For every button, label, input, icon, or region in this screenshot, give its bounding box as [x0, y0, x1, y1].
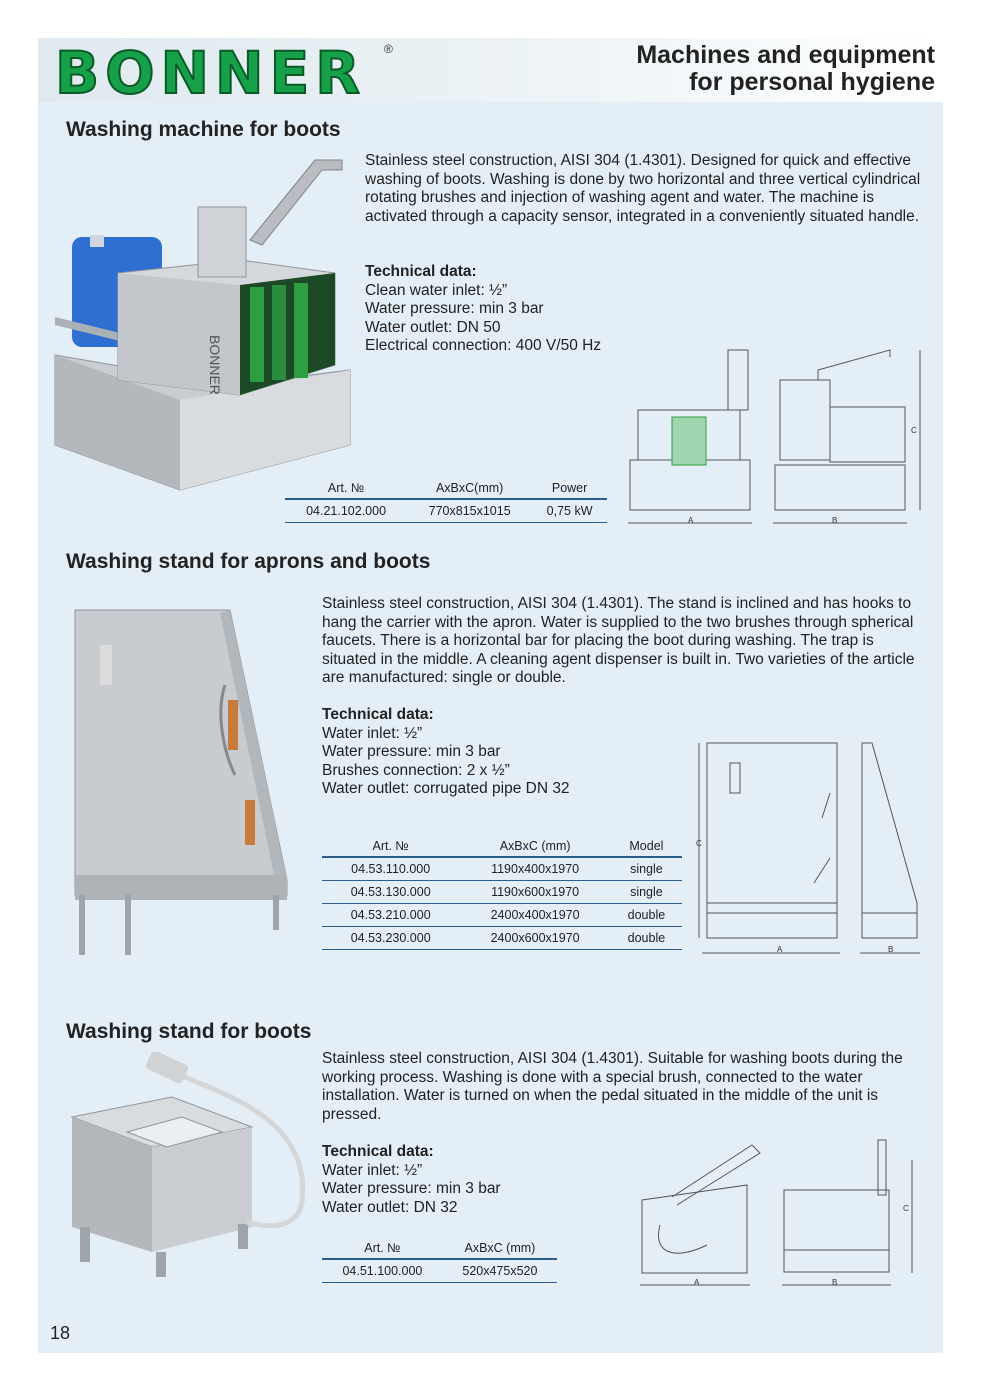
table-header-row	[322, 1238, 557, 1259]
table-cell: 04.51.100.000	[322, 1259, 443, 1283]
col-header: Art. №	[285, 478, 407, 499]
table-cell: 04.21.102.000	[285, 499, 407, 523]
bonner-logo: BONNER	[55, 39, 366, 107]
boot-stand-drawing	[632, 1135, 922, 1300]
tech-line: Water outlet: DN 32	[322, 1198, 458, 1216]
section-1-description: Stainless steel construction, AISI 304 (1.4301). Designed for quick and effective washing of boots. Washing is done by two horizontal and three vertical cylindrical rotating brushes and injection of washing agent and water. The machine is activated through a capacity sensor, integrated in a conveniently situated handle.	[365, 152, 921, 225]
tech-line: Electrical connection: 400 V/50 Hz	[365, 337, 602, 355]
section-2-tech	[322, 706, 570, 799]
dim-b-label: B	[888, 945, 894, 954]
table-cell: 1190x600x1970	[459, 881, 610, 904]
table-row	[285, 499, 607, 523]
col-header: Art. №	[322, 1238, 443, 1259]
table-cell: 04.53.110.000	[322, 857, 459, 881]
table-cell: 04.53.210.000	[322, 904, 459, 927]
tech-heading: Technical data:	[322, 1143, 434, 1160]
tech-line: Water pressure: min 3 bar	[365, 300, 544, 318]
tech-line: Clean water inlet: ½”	[365, 281, 508, 299]
dim-a-label: A	[694, 1278, 700, 1287]
table-cell: 04.53.230.000	[322, 927, 459, 950]
table-cell: single	[611, 881, 682, 904]
table-cell: 770x815x1015	[407, 499, 532, 523]
table-cell: single	[611, 857, 682, 881]
table-header-row	[322, 836, 682, 857]
table-row	[322, 904, 682, 927]
tech-line: Water pressure: min 3 bar	[322, 1180, 501, 1198]
table-row	[322, 857, 682, 881]
apron-stand-drawing	[692, 738, 927, 965]
col-header: Model	[611, 836, 682, 857]
table-cell: 04.53.130.000	[322, 881, 459, 904]
page-number: 18	[50, 1323, 71, 1343]
tech-line: Water outlet: DN 50	[365, 318, 501, 336]
table-row	[322, 881, 682, 904]
table-cell: 0,75 kW	[532, 499, 607, 523]
section-2-description: Stainless steel construction, AISI 304 (1.4301). The stand is inclined and has hooks to hang the carrier with the apron. Water is supplied to the two brushes through spherical faucets. There is a horizontal bar for placing the boot during washing. The trap is situated in the middle. A cleaning agent dispenser is built in. Two varieties of the article are manufactured: single or double.	[322, 595, 915, 687]
dim-c-label: C	[911, 426, 917, 435]
table-cell: 520x475x520	[443, 1259, 557, 1283]
tech-line: Water inlet: ½”	[322, 1161, 423, 1179]
section-title-apron-stand: Washing stand for aprons and boots	[66, 550, 431, 573]
tech-line: Water pressure: min 3 bar	[322, 743, 501, 761]
dim-b-label: B	[832, 516, 838, 525]
section-3-description: Stainless steel construction, AISI 304 (1.4301). Suitable for washing boots during the working process. Washing is done with a special brush, connected to the water installation. Water is turned on when the pedal situated in the middle of the unit is pressed.	[322, 1050, 903, 1123]
section-title-washing-machine: Washing machine for boots	[66, 118, 341, 141]
header-title-line2: for personal hygiene	[689, 68, 935, 96]
tech-line: Water outlet: corrugated pipe DN 32	[322, 780, 570, 798]
tech-line: Water inlet: ½”	[322, 724, 423, 742]
washing-machine-drawing	[620, 345, 930, 535]
col-header: Power	[532, 478, 607, 499]
section-3-tech	[322, 1143, 501, 1217]
section-1-tech	[365, 263, 601, 356]
table-row	[322, 1259, 557, 1283]
tech-heading: Technical data:	[365, 263, 477, 280]
section-1-spec-table	[285, 478, 607, 523]
header-title-line1: Machines and equipment	[636, 41, 935, 69]
col-header: AxBxC (mm)	[459, 836, 610, 857]
header-title	[636, 42, 935, 96]
section-title-boot-stand: Washing stand for boots	[66, 1020, 312, 1043]
section-2-spec-table	[322, 836, 682, 950]
dim-b-label: B	[832, 1278, 838, 1287]
tech-heading: Technical data:	[322, 706, 434, 723]
registered-mark: ®	[384, 42, 393, 56]
tech-line: Brushes connection: 2 x ½”	[322, 761, 510, 779]
table-cell: double	[611, 904, 682, 927]
table-row	[322, 927, 682, 950]
section-3-spec-table	[322, 1238, 557, 1283]
dim-a-label: A	[777, 945, 783, 954]
boot-stand-photo	[62, 1052, 317, 1287]
table-cell: 2400x400x1970	[459, 904, 610, 927]
col-header: AxBxC(mm)	[407, 478, 532, 499]
table-cell: double	[611, 927, 682, 950]
col-header: AxBxC (mm)	[443, 1238, 557, 1259]
washing-machine-photo	[50, 155, 360, 500]
apron-stand-photo	[65, 605, 290, 970]
dim-c-label: C	[903, 1204, 909, 1213]
svg-text:BONNER: BONNER	[207, 335, 223, 395]
table-cell: 2400x600x1970	[459, 927, 610, 950]
table-header-row	[285, 478, 607, 499]
dim-c-label: C	[696, 839, 702, 848]
col-header: Art. №	[322, 836, 459, 857]
table-cell: 1190x400x1970	[459, 857, 610, 881]
dim-a-label: A	[688, 516, 694, 525]
